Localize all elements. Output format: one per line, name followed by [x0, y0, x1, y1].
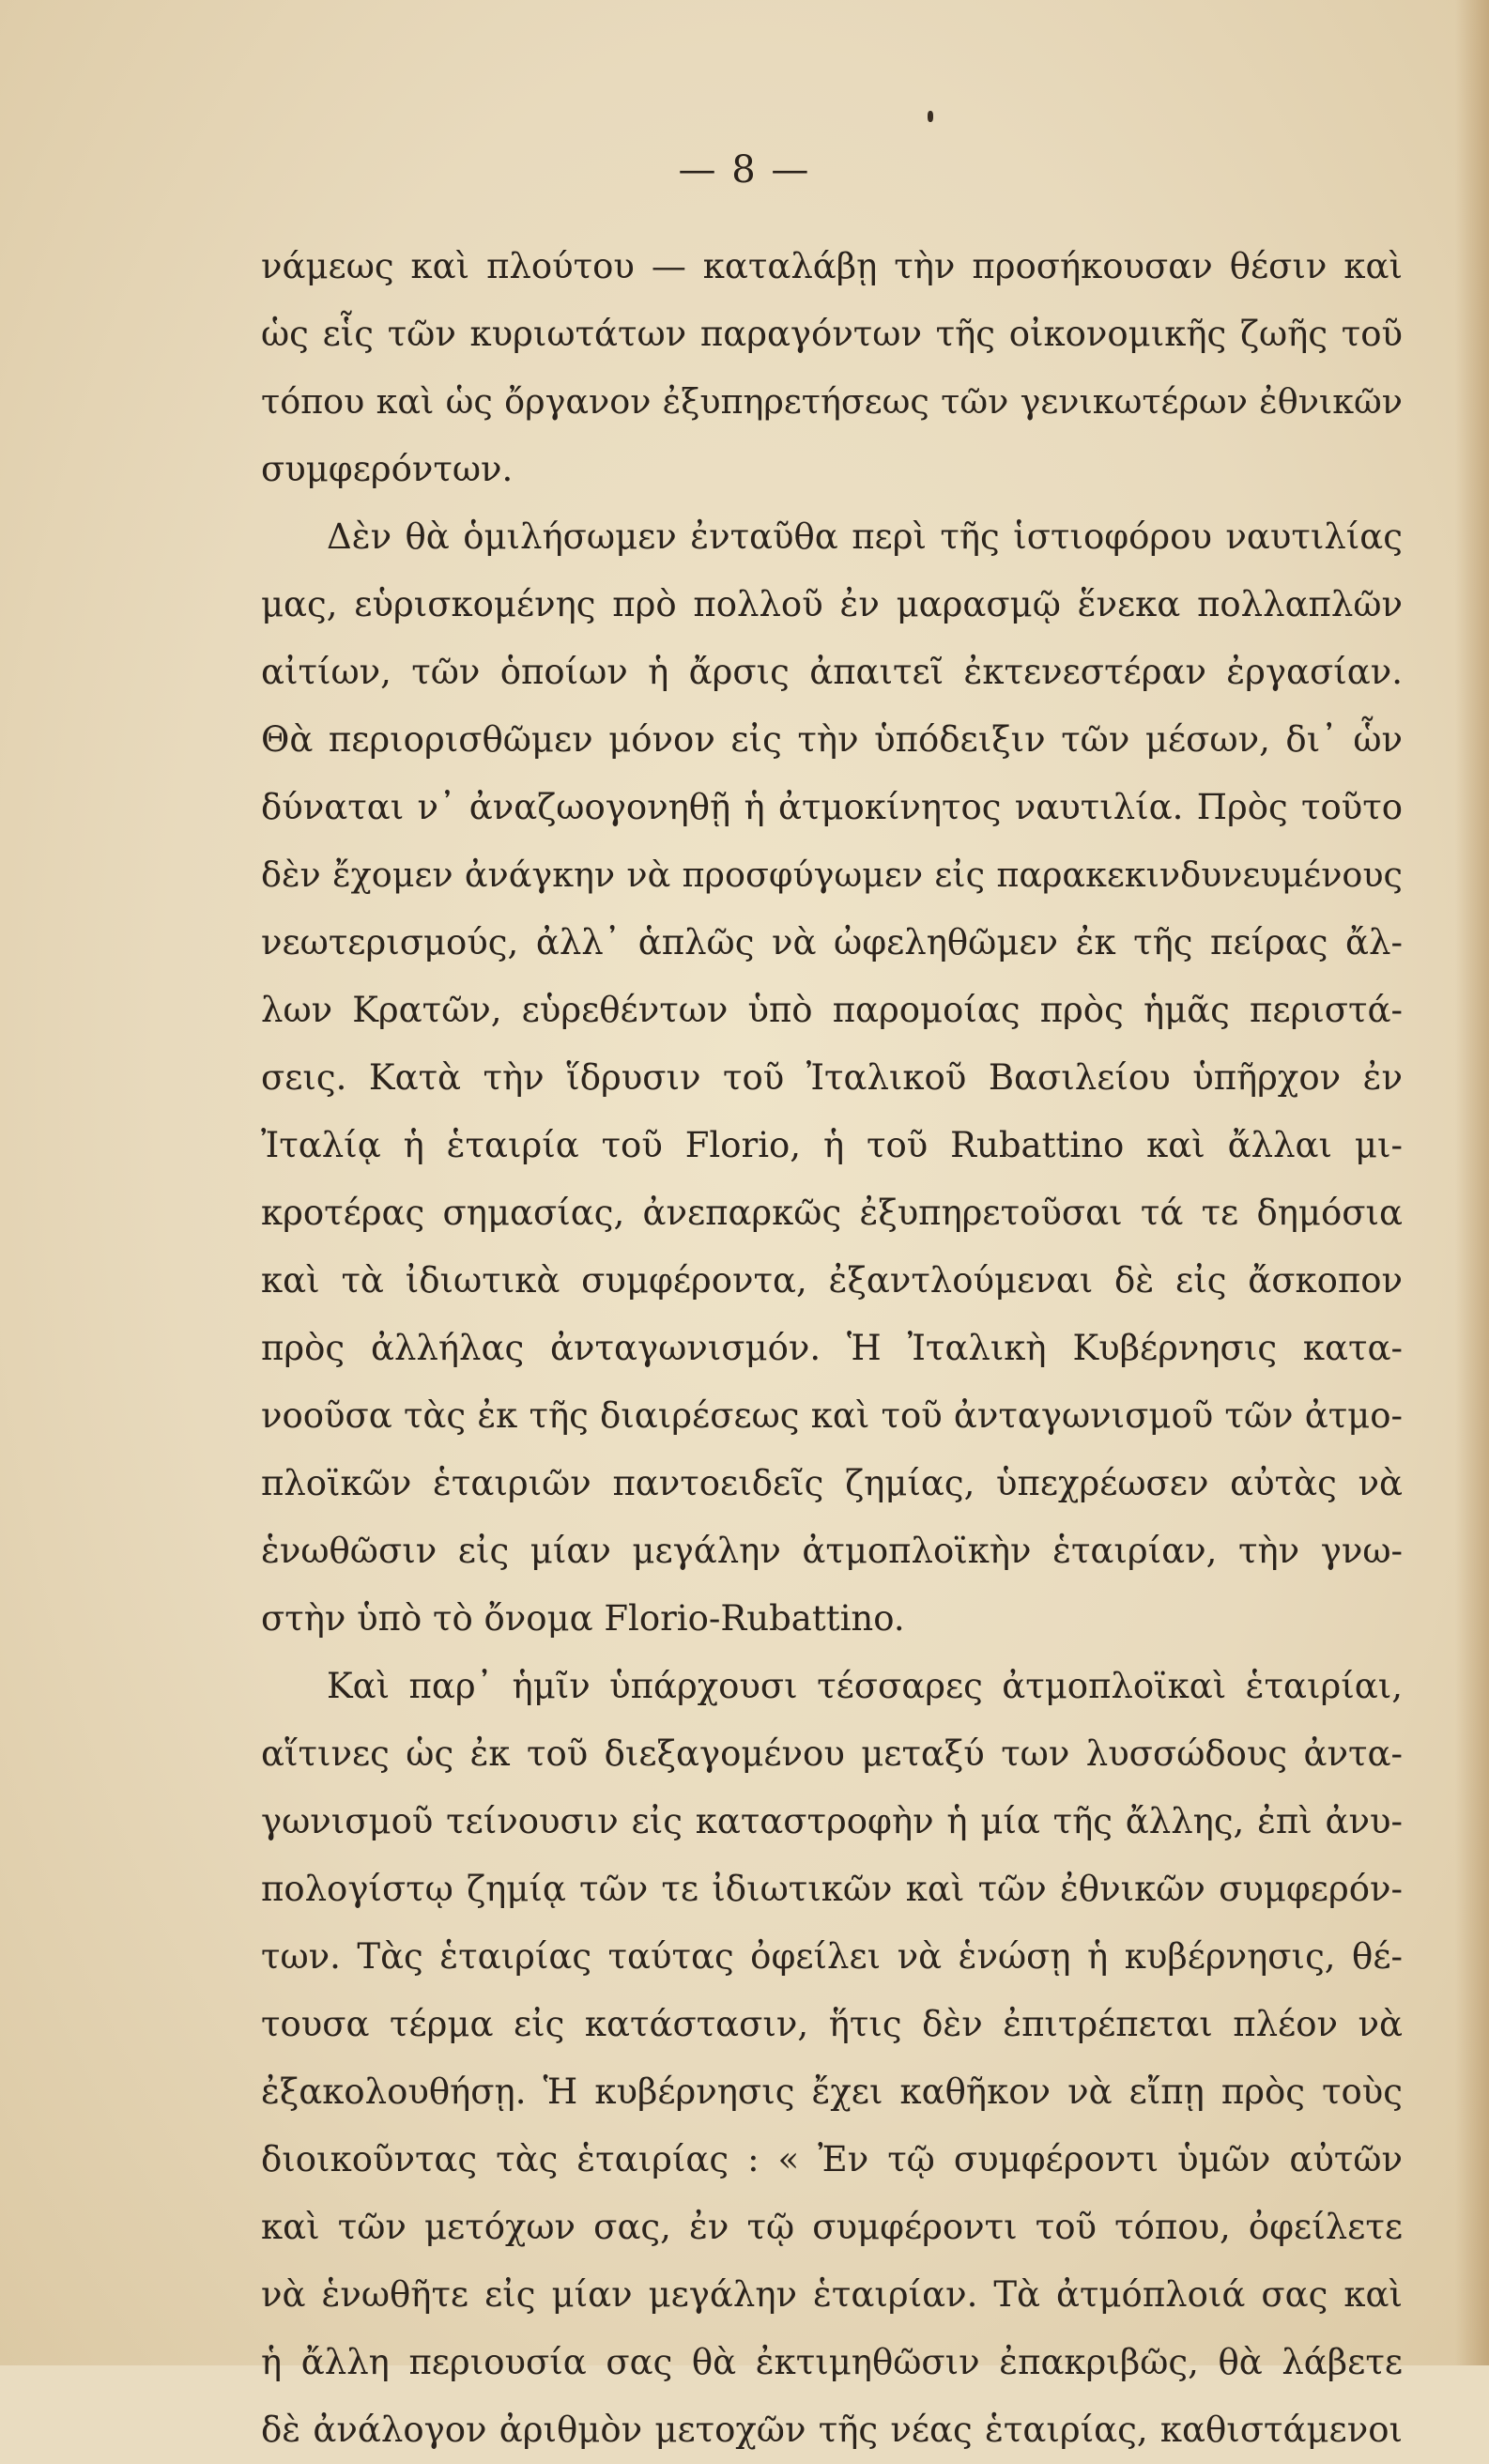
text-line: αἵτινες ὡς ἐκ τοῦ διεξαγομένου μεταξύ των λυσσώδους ἀντα-: [261, 1733, 1403, 1774]
text-line: γωνισμοῦ τείνουσιν εἰς καταστροφὴν ἡ μία τῆς ἄλλης, ἐπὶ ἀνυ-: [261, 1801, 1403, 1841]
text-line: λων Κρατῶν, εὑρεθέντων ὑπὸ παρομοίας πρὸς ἡμᾶς περιστά-: [261, 990, 1403, 1030]
text-line: σεις. Κατὰ τὴν ἵδρυσιν τοῦ Ἰταλικοῦ Βασιλείου ὑπῆρχον ἐν: [261, 1057, 1403, 1098]
ink-speck: [928, 111, 933, 122]
text-line: των. Τὰς ἑταιρίας ταύτας ὀφείλει νὰ ἑνώσῃ ἡ κυβέρνησις, θέ-: [261, 1936, 1403, 1977]
page-edge-shading: [1455, 0, 1489, 2365]
text-line: στὴν ὑπὸ τὸ ὄνομα Florio-Rubattino.: [261, 1598, 905, 1639]
text-line: νοοῦσα τὰς ἐκ τῆς διαιρέσεως καὶ τοῦ ἀνταγωνισμοῦ τῶν ἀτμο-: [261, 1395, 1403, 1436]
text-line: μας, εὑρισκομένης πρὸ πολλοῦ ἐν μαρασμῷ ἕνεκα πολλαπλῶν: [261, 584, 1403, 624]
text-line: ἐξακολουθήσῃ. Ἡ κυβέρνησις ἔχει καθῆκον νὰ εἴπῃ πρὸς τοὺς: [261, 2071, 1403, 2112]
text-line: πλοϊκῶν ἑταιριῶν παντοειδεῖς ζημίας, ὑπεχρέωσεν αὐτὰς νὰ: [261, 1463, 1403, 1503]
text-line: Θὰ περιορισθῶμεν μόνον εἰς τὴν ὑπόδειξιν τῶν μέσων, δι᾽ ὧν: [261, 719, 1403, 760]
text-line: νὰ ἑνωθῆτε εἰς μίαν μεγάλην ἑταιρίαν. Τὰ ἀτμόπλοιά σας καὶ: [261, 2274, 1403, 2315]
text-line: ὡς εἷς τῶν κυριωτάτων παραγόντων τῆς οἰκονομικῆς ζωῆς τοῦ: [261, 314, 1403, 354]
text-line: νάμεως καὶ πλούτου — καταλάβῃ τὴν προσήκουσαν θέσιν καὶ: [261, 246, 1403, 286]
page-number: — 8 —: [678, 148, 811, 192]
text-line: διοικοῦντας τὰς ἑταιρίας : « Ἐν τῷ συμφέροντι ὑμῶν αὐτῶν: [261, 2139, 1403, 2179]
text-line: καὶ τὰ ἰδιωτικὰ συμφέροντα, ἐξαντλούμεναι δὲ εἰς ἄσκοπον: [261, 1260, 1403, 1301]
text-line: δὲν ἔχομεν ἀνάγκην νὰ προσφύγωμεν εἰς παρακεκινδυνευμένους: [261, 855, 1403, 895]
text-line: κροτέρας σημασίας, ἀνεπαρκῶς ἐξυπηρετοῦσαι τά τε δημόσια: [261, 1193, 1403, 1233]
text-line: καὶ τῶν μετόχων σας, ἐν τῷ συμφέροντι τοῦ τόπου, ὀφείλετε: [261, 2207, 1403, 2247]
text-line: δὲ ἀνάλογον ἀριθμὸν μετοχῶν τῆς νέας ἑταιρίας, καθιστάμενοι: [261, 2410, 1403, 2450]
text-line: τόπου καὶ ὡς ὄργανον ἐξυπηρετήσεως τῶν γενικωτέρων ἐθνικῶν: [261, 381, 1403, 422]
text-line: πολογίστῳ ζημίᾳ τῶν τε ἰδιωτικῶν καὶ τῶν ἐθνικῶν συμφερόν-: [261, 1869, 1403, 1909]
text-line: τουσα τέρμα εἰς κατάστασιν, ἥτις δὲν ἐπιτρέπεται πλέον νὰ: [261, 2004, 1403, 2044]
text-line: αἰτίων, τῶν ὁποίων ἡ ἄρσις ἀπαιτεῖ ἐκτενεστέραν ἐργασίαν.: [261, 652, 1403, 692]
body-text: [261, 233, 1403, 2464]
text-line: Ἰταλίᾳ ἡ ἑταιρία τοῦ Florio, ἡ τοῦ Rubattino καὶ ἄλλαι μι-: [261, 1125, 1403, 1165]
text-line: συμφερόντων.: [261, 449, 514, 489]
text-line: Καὶ παρ᾽ ἡμῖν ὑπάρχουσι τέσσαρες ἀτμοπλοϊκαὶ ἑταιρίαι,: [327, 1666, 1403, 1706]
text-line: νεωτερισμούς, ἀλλ᾽ ἁπλῶς νὰ ὠφεληθῶμεν ἐκ τῆς πείρας ἄλ-: [261, 922, 1403, 962]
text-line: Δὲν θὰ ὁμιλήσωμεν ἐνταῦθα περὶ τῆς ἱστιοφόρου ναυτιλίας: [327, 516, 1403, 557]
text-line: πρὸς ἀλλήλας ἀνταγωνισμόν. Ἡ Ἰταλικὴ Κυβέρνησις κατα-: [261, 1328, 1403, 1368]
text-line: ἑνωθῶσιν εἰς μίαν μεγάλην ἀτμοπλοϊκὴν ἑταιρίαν, τὴν γνω-: [261, 1531, 1403, 1571]
text-line: δύναται ν᾽ ἀναζωογονηθῇ ἡ ἀτμοκίνητος ναυτιλία. Πρὸς τοῦτο: [261, 787, 1403, 827]
text-line: ἡ ἄλλη περιουσία σας θὰ ἐκτιμηθῶσιν ἐπακριβῶς, θὰ λάβετε: [261, 2342, 1403, 2382]
